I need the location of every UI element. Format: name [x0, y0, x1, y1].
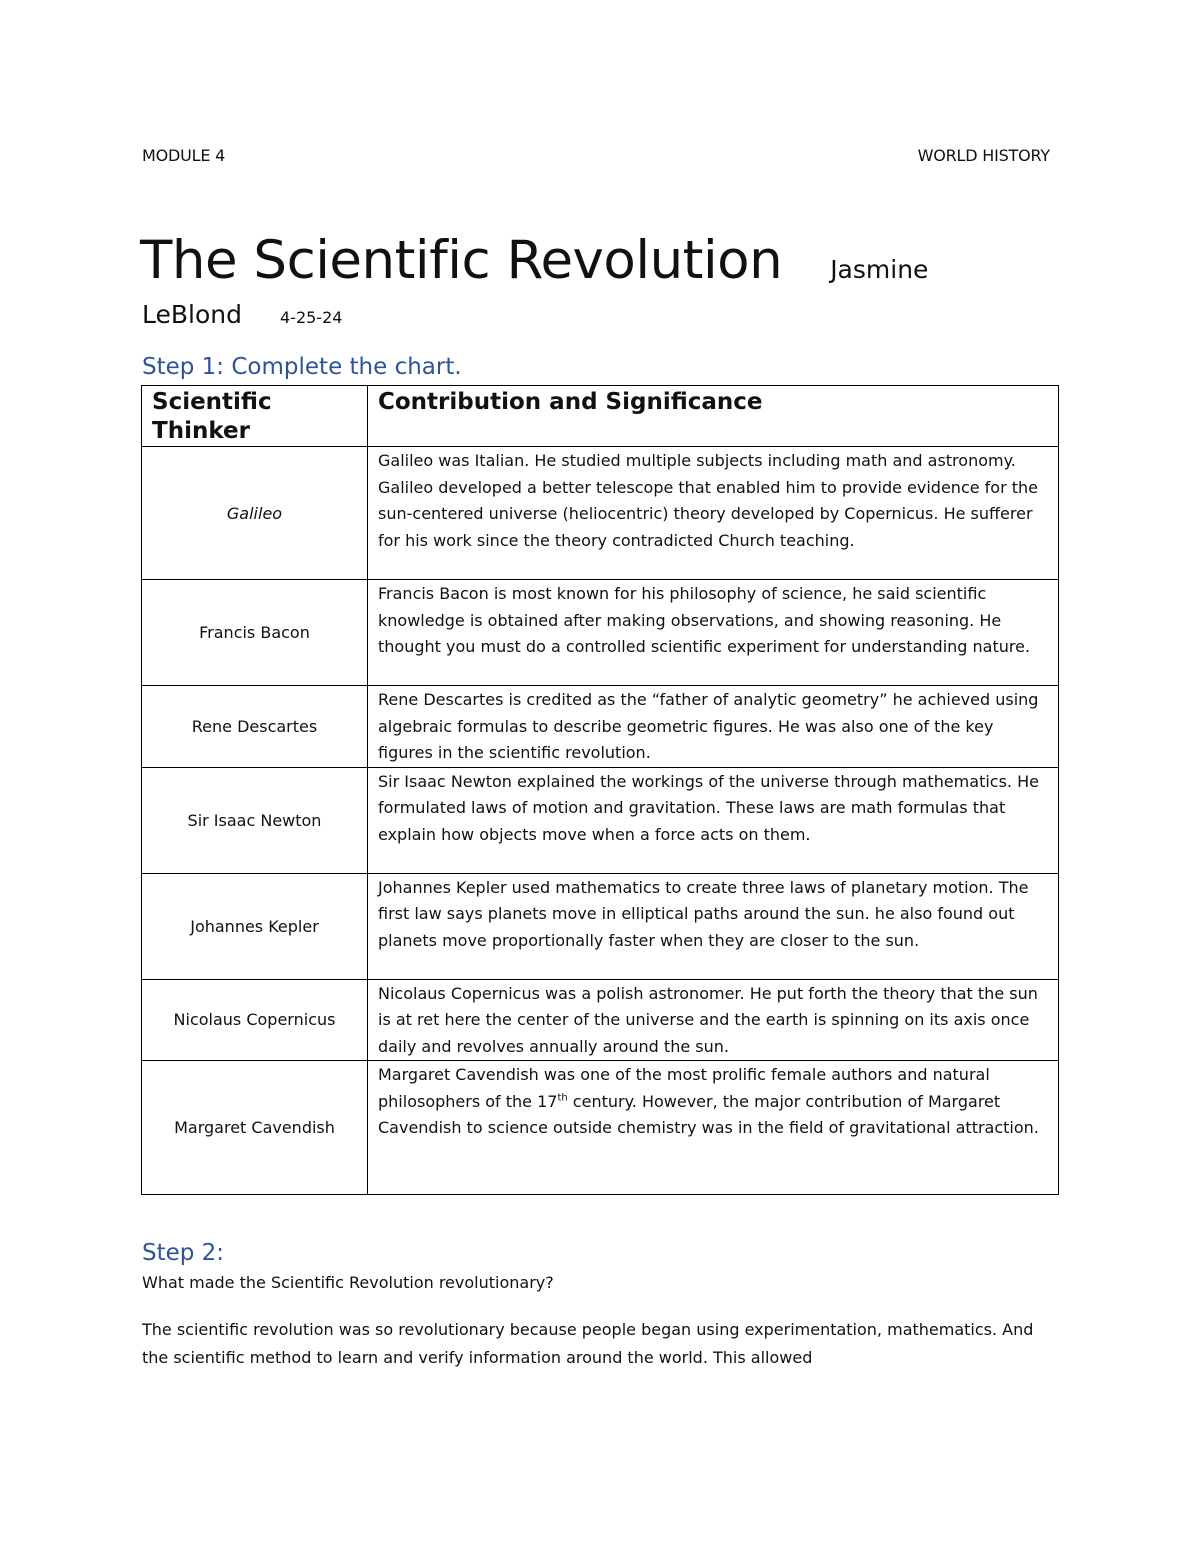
- thinker-cell: Francis Bacon: [142, 580, 368, 686]
- contribution-cell: Sir Isaac Newton explained the workings of the universe through mathematics. He formulated laws of motion and gravitation. These laws are math formulas that explain how objects move when a force acts on them.: [368, 767, 1059, 873]
- contribution-cell: Galileo was Italian. He studied multiple subjects including math and astronomy. Galileo developed a better telescope that enabled him to provide evidence for the sun-centered universe (heliocentric) theory developed by Copernicus. He sufferer for his work since the theory contradicted Church teaching.: [368, 447, 1059, 580]
- step2-question: What made the Scientific Revolution revolutionary?: [142, 1273, 554, 1292]
- contribution-cell: Johannes Kepler used mathematics to create three laws of planetary motion. The first law says planets move in elliptical paths around the sun. he also found out planets move proportionally faster when they are closer to the sun.: [368, 873, 1059, 979]
- title-line-2: [142, 300, 342, 329]
- table-row: [142, 767, 1059, 873]
- thinker-cell: Sir Isaac Newton: [142, 767, 368, 873]
- contribution-cell: Rene Descartes is credited as the “father of analytic geometry” he achieved using algebraic formulas to describe geometric figures. He was also one of the key figures in the scientific revolution.: [368, 686, 1059, 768]
- contribution-text-end: century. However, the major contribution of Margaret Cavendish to science outside chemistry was in the field of gravitational attraction.: [378, 1091, 1039, 1137]
- document-date: 4-25-24: [279, 308, 343, 327]
- title-line-1: [140, 230, 928, 291]
- ordinal-superscript: th: [557, 1092, 568, 1104]
- thinker-cell: Nicolaus Copernicus: [142, 979, 368, 1061]
- thinkers-chart: [141, 385, 1059, 1195]
- thinker-cell: Rene Descartes: [142, 686, 368, 768]
- column-header-contribution: Contribution and Significance: [368, 386, 1059, 447]
- column-header-thinker: Scientific Thinker: [142, 386, 368, 447]
- table-row: [142, 580, 1059, 686]
- contribution-text-start: Margaret Cavendish was one of the most prolific female authors and natural philosophers of the 17: [378, 1065, 990, 1111]
- header-module: MODULE 4: [142, 146, 226, 165]
- table-row: [142, 686, 1059, 768]
- contribution-cell: Francis Bacon is most known for his philosophy of science, he said scientific knowledge is obtained after making observations, and showing reasoning. He thought you must do a controlled scientific experiment for understanding nature.: [368, 580, 1059, 686]
- table-row: [142, 873, 1059, 979]
- contribution-cell: [368, 1061, 1059, 1195]
- step1-heading: Step 1: Complete the chart.: [142, 354, 462, 380]
- chart-header-row: [142, 386, 1059, 447]
- thinker-cell: Johannes Kepler: [142, 873, 368, 979]
- document-title: The Scientific Revolution: [140, 230, 783, 291]
- author-last-name: LeBlond: [142, 300, 242, 329]
- step2-heading: Step 2:: [142, 1240, 225, 1266]
- header-subject: WORLD HISTORY: [917, 146, 1050, 165]
- thinker-cell: Margaret Cavendish: [142, 1061, 368, 1195]
- contribution-cell: Nicolaus Copernicus was a polish astronomer. He put forth the theory that the sun is at ret here the center of the universe and the earth is spinning on its axis once daily and revolves annually around the sun.: [368, 979, 1059, 1061]
- table-row: [142, 447, 1059, 580]
- table-row: [142, 979, 1059, 1061]
- step2-answer: The scientific revolution was so revolutionary because people began using experimentation, mathematics. And the scientific method to learn and verify information around the world. This allowed: [142, 1320, 1034, 1367]
- table-row: [142, 1061, 1059, 1195]
- thinker-cell: Galileo: [142, 447, 368, 580]
- author-first-name: Jasmine: [830, 255, 929, 284]
